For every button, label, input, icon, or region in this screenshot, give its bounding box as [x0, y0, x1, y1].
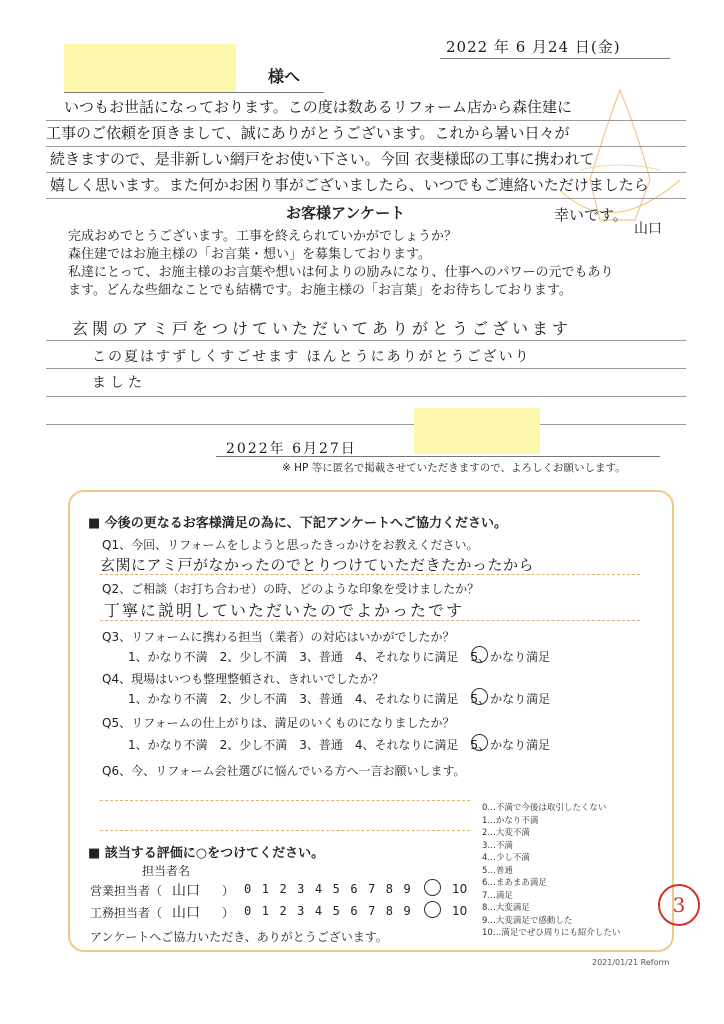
legend-item: 4…少し不満	[482, 853, 530, 863]
privacy-note: ※ HP 等に匿名で掲載させていただきますので、よろしくお願いします。	[282, 462, 626, 474]
red-stamp-text: 3	[672, 893, 686, 917]
sales-score-scale: 0123456789	[244, 882, 422, 896]
letter-date: 2022 年 6 月24 日(金)	[446, 38, 621, 56]
question-2: Q2、ご相談（お打ち合わせ）の時、どのような印象を受けましたか？	[102, 582, 480, 596]
construction-staff-name: 山口	[172, 905, 200, 921]
answer-line	[100, 830, 470, 831]
addressee-redaction	[64, 44, 236, 92]
choices-5: 1、かなり不満 2、少し不満 3、普通 4、それなりに満足 5、かなり満足	[128, 738, 551, 752]
legend-item: 3…不満	[482, 840, 513, 851]
construction-label: 工務担当者（	[90, 906, 163, 920]
letter-rule	[46, 120, 686, 121]
customer-date: 2022年 6月27日	[226, 441, 357, 457]
construction-close-paren: ）	[222, 906, 235, 920]
addressee-underline	[64, 92, 324, 93]
choices-3: 1、かなり不満 2、少し不満 3、普通 4、それなりに満足 5、かなり満足	[128, 650, 551, 664]
addressee-suffix: 様へ	[268, 67, 301, 86]
comment-rule	[46, 368, 686, 369]
question-5: Q5、リフォームの仕上がりは、満足のいくものになりましたか？	[102, 716, 455, 730]
customer-name-redaction	[414, 408, 540, 454]
intro-line: ます。どんな些細なことでも結構です。お施主様の「お言葉」をお待ちしております。	[68, 283, 572, 298]
intro-line: 完成おめでとうございます。工事を終えられていかがでしょうか？	[68, 229, 457, 244]
letter-closing: 幸いです。	[554, 206, 628, 224]
legend-item: 1…かなり不満	[482, 815, 539, 826]
form-version: 2021/01/21 Reform	[592, 958, 670, 967]
legend-item: 7…満足	[482, 890, 513, 901]
question-1: Q1、今回、リフォームをしようと思ったきっかけをお教えください。	[102, 538, 479, 552]
construction-score-ten: 10	[452, 904, 468, 918]
question-3: Q3、リフォームに携わる担当（業者）の対応はいかがでしたか？	[102, 630, 455, 644]
question-4: Q4、現場はいつも整理整頓され、きれいでしたか？	[102, 672, 384, 686]
comment-rule	[46, 340, 686, 341]
answer-1: 玄関にアミ戸がなかったのでとりつけていただきたかったから	[100, 556, 535, 574]
comment-rule	[46, 424, 686, 425]
intro-line: 私達にとって、お施主様のお言葉や想いは何よりの励みになり、仕事へのパワーの元でもあり	[68, 265, 614, 280]
letter-rule	[46, 146, 686, 147]
red-stamp	[658, 884, 700, 926]
letter-rule	[46, 172, 686, 173]
selected-choice-circle	[471, 646, 488, 663]
answer-line	[100, 574, 640, 575]
selected-choice-circle	[471, 688, 488, 705]
survey-title: お客様アンケート	[286, 204, 406, 222]
thanks-message: アンケートへご協力いただき、ありがとうございます。	[90, 930, 388, 944]
rating-legend	[482, 802, 620, 940]
customer-comment-line: ました	[92, 375, 146, 391]
sales-score-ten: 10	[452, 882, 468, 896]
sales-label: 営業担当者（	[90, 884, 163, 898]
letter-line: 続きますので、是非新しい網戸をお使い下さい。今回 衣斐様邸の工事に携われて	[50, 150, 595, 168]
questionnaire-heading: ■ 今後の更なるお客様満足の為に、下記アンケートへご協力ください。	[88, 516, 508, 531]
letter-rule	[46, 198, 686, 199]
rating-heading: ■ 該当する評価に○をつけてください。	[88, 846, 325, 861]
selected-choice-circle	[471, 734, 488, 751]
construction-score-scale: 0123456789	[244, 904, 422, 918]
staff-name-header: 担当者名	[142, 864, 191, 878]
intro-line: 森住建ではお施主様の「お言葉・想い」を募集しております。	[68, 247, 431, 262]
date-underline	[440, 58, 670, 59]
answer-line	[100, 800, 470, 801]
letter-line: いつもお世話になっております。この度は数あるリフォーム店から森住建に	[64, 98, 573, 116]
signature-underline	[216, 456, 660, 457]
letter-line: 工事のご依頼を頂きまして、誠にありがとうございます。これから暑い日々が	[46, 124, 570, 142]
legend-item: 9…大変満足で感動した	[482, 915, 573, 926]
choices-4: 1、かなり不満 2、少し不満 3、普通 4、それなりに満足 5、かなり満足	[128, 692, 551, 706]
sales-staff-name: 山口	[172, 883, 200, 899]
survey-intro	[68, 228, 613, 300]
legend-item: 10…満足でぜひ周りにも紹介したい	[482, 928, 621, 938]
comment-rule	[46, 396, 686, 397]
legend-item: 0…不満で今後は取引したくない	[482, 803, 607, 813]
sales-close-paren: ）	[222, 884, 235, 898]
legend-item: 5…普通	[482, 865, 513, 876]
construction-selected-score-circle	[424, 901, 441, 918]
answer-line	[100, 620, 640, 621]
customer-comment-line: この夏はすずしくすごせます ほんとうにありがとうございり	[92, 349, 531, 365]
customer-comment-line: 玄関のアミ戸をつけていただいてありがとうございます	[72, 319, 573, 338]
legend-item: 2…大変不満	[482, 828, 530, 838]
legend-item: 8…大変満足	[482, 903, 530, 913]
legend-item: 6…まあまあ満足	[482, 878, 547, 888]
letter-signature: 山口	[634, 221, 662, 237]
question-6: Q6、今、リフォーム会社選びに悩んでいる方へ一言お願いします。	[102, 764, 466, 778]
letter-line: 嬉しく思います。また何かお困り事がございましたら、いつでもご連絡いただけましたら	[50, 176, 649, 194]
sales-selected-score-circle	[424, 879, 441, 896]
answer-2: 丁寧に説明していただいたのでよかったです	[104, 601, 465, 620]
